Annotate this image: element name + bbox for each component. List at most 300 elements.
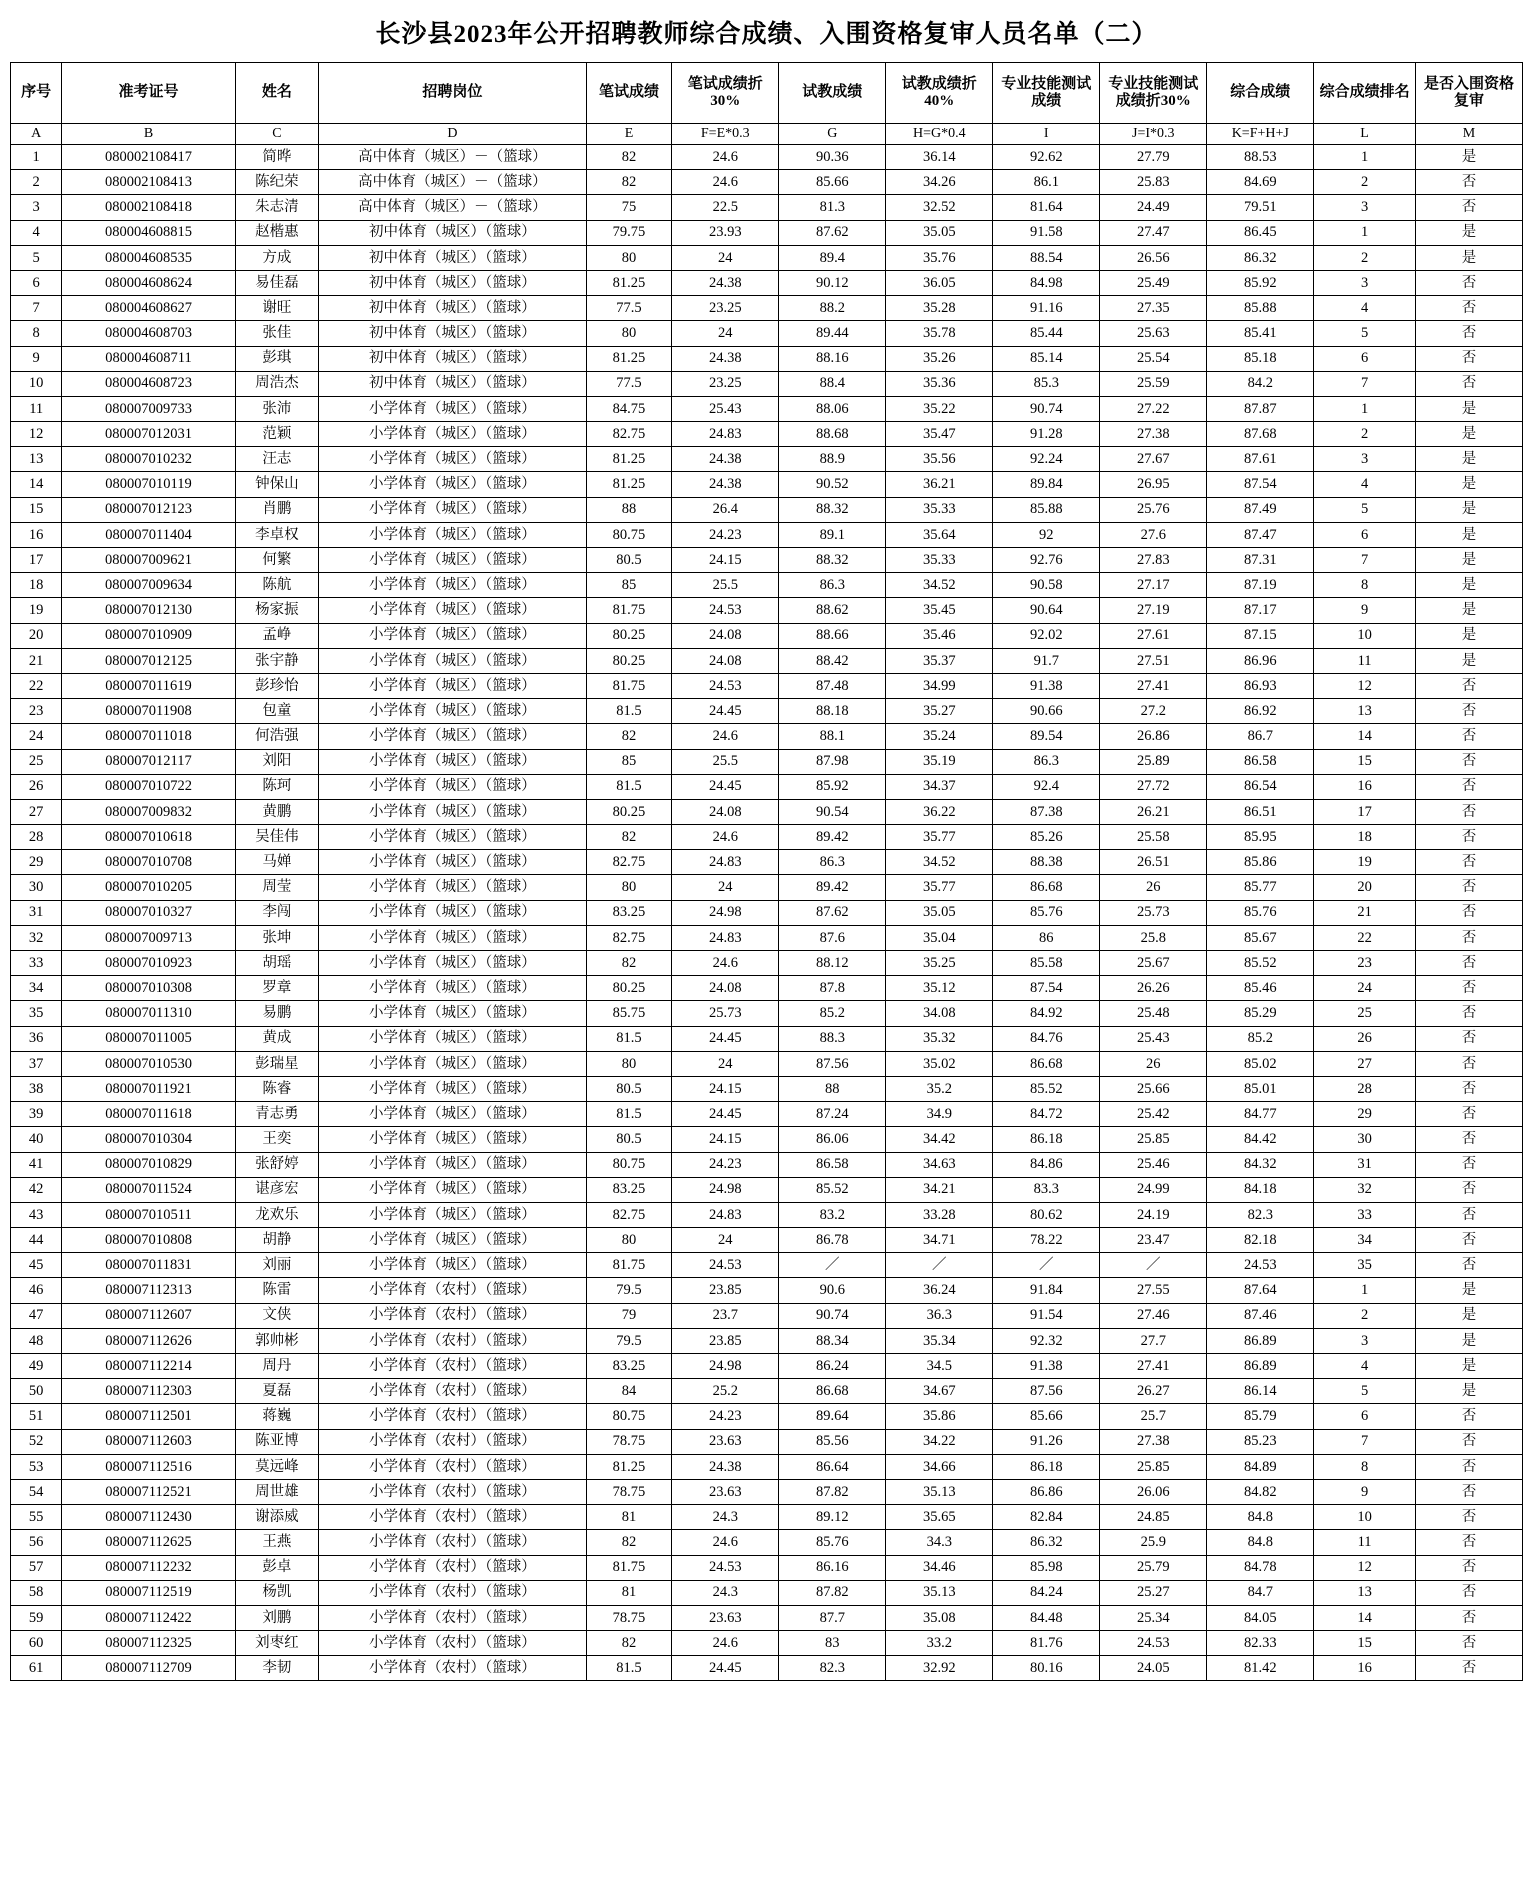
cell-skill-30: 25.34 — [1100, 1605, 1207, 1630]
cell-skill-30: 26.21 — [1100, 799, 1207, 824]
cell-skill-score: 86 — [993, 925, 1100, 950]
cell-skill-30: 25.54 — [1100, 346, 1207, 371]
cell-skill-30: 26.56 — [1100, 245, 1207, 270]
cell-teaching-40: 36.05 — [886, 270, 993, 295]
cell-rank: 11 — [1314, 1530, 1416, 1555]
cell-rank: 24 — [1314, 976, 1416, 1001]
cell-teaching-40: 36.3 — [886, 1303, 993, 1328]
cell-total-score: 87.31 — [1207, 548, 1314, 573]
cell-written-score: 80.25 — [586, 623, 672, 648]
cell-qualified: 是 — [1415, 573, 1522, 598]
cell-position: 小学体育（城区）（篮球） — [319, 774, 587, 799]
cell-exam-id: 080007009634 — [62, 573, 235, 598]
cell-rank: 1 — [1314, 396, 1416, 421]
cell-teaching-40: 35.56 — [886, 447, 993, 472]
table-row — [11, 422, 1523, 447]
cell-position: 小学体育（城区）（篮球） — [319, 522, 587, 547]
table-row — [11, 195, 1523, 220]
cell-position: 小学体育（农村）（篮球） — [319, 1530, 587, 1555]
cell-written-30: 24.45 — [672, 1656, 779, 1681]
cell-exam-id: 080007010808 — [62, 1228, 235, 1253]
cell-exam-id: 080004608703 — [62, 321, 235, 346]
cell-exam-id: 080004608624 — [62, 270, 235, 295]
cell-qualified: 是 — [1415, 396, 1522, 421]
cell-rank: 17 — [1314, 799, 1416, 824]
column-header-exam-id: 准考证号 — [62, 63, 235, 124]
cell-qualified: 否 — [1415, 1605, 1522, 1630]
table-row — [11, 346, 1523, 371]
cell-teaching-score: 87.82 — [779, 1479, 886, 1504]
cell-exam-id: 080007112232 — [62, 1555, 235, 1580]
table-row — [11, 1278, 1523, 1303]
cell-skill-score: 84.76 — [993, 1026, 1100, 1051]
cell-total-score: 84.18 — [1207, 1177, 1314, 1202]
column-header-name: 姓名 — [235, 63, 318, 124]
cell-skill-30: 25.43 — [1100, 1026, 1207, 1051]
cell-written-30: 24.45 — [672, 774, 779, 799]
cell-position: 小学体育（农村）（篮球） — [319, 1454, 587, 1479]
cell-position: 小学体育（城区）（篮球） — [319, 472, 587, 497]
cell-index: 7 — [11, 296, 62, 321]
cell-teaching-score: 90.52 — [779, 472, 886, 497]
cell-written-score: 80 — [586, 875, 672, 900]
cell-teaching-40: 35.13 — [886, 1580, 993, 1605]
cell-teaching-score: 89.4 — [779, 245, 886, 270]
cell-index: 17 — [11, 548, 62, 573]
cell-rank: 11 — [1314, 648, 1416, 673]
cell-position: 初中体育（城区）（篮球） — [319, 346, 587, 371]
cell-written-30: 24.45 — [672, 1102, 779, 1127]
cell-written-score: 81.75 — [586, 1555, 672, 1580]
table-row — [11, 976, 1523, 1001]
cell-index: 27 — [11, 799, 62, 824]
table-row — [11, 1479, 1523, 1504]
cell-total-score: 81.42 — [1207, 1656, 1314, 1681]
formula-cell: H=G*0.4 — [886, 124, 993, 145]
cell-name: 刘鹏 — [235, 1605, 318, 1630]
cell-position: 小学体育（农村）（篮球） — [319, 1404, 587, 1429]
cell-skill-30: 25.89 — [1100, 749, 1207, 774]
table-row — [11, 673, 1523, 698]
cell-name: 包童 — [235, 699, 318, 724]
table-row — [11, 321, 1523, 346]
cell-written-30: 26.4 — [672, 497, 779, 522]
cell-total-score: 85.01 — [1207, 1076, 1314, 1101]
cell-position: 初中体育（城区）（篮球） — [319, 371, 587, 396]
cell-name: 肖鹏 — [235, 497, 318, 522]
cell-total-score: 86.45 — [1207, 220, 1314, 245]
cell-position: 小学体育（城区）（篮球） — [319, 396, 587, 421]
cell-teaching-40: 35.13 — [886, 1479, 993, 1504]
cell-skill-30: 25.27 — [1100, 1580, 1207, 1605]
cell-skill-30: 27.2 — [1100, 699, 1207, 724]
cell-skill-30: 27.22 — [1100, 396, 1207, 421]
cell-qualified: 否 — [1415, 1656, 1522, 1681]
cell-skill-30: 25.42 — [1100, 1102, 1207, 1127]
cell-qualified: 否 — [1415, 900, 1522, 925]
cell-teaching-score: ／ — [779, 1253, 886, 1278]
cell-skill-30: 26.06 — [1100, 1479, 1207, 1504]
cell-teaching-score: 88.4 — [779, 371, 886, 396]
cell-written-score: 80.25 — [586, 976, 672, 1001]
cell-teaching-score: 88.16 — [779, 346, 886, 371]
table-header — [11, 63, 1523, 145]
cell-teaching-score: 88 — [779, 1076, 886, 1101]
cell-position: 小学体育（城区）（篮球） — [319, 749, 587, 774]
cell-total-score: 86.51 — [1207, 799, 1314, 824]
formula-cell: D — [319, 124, 587, 145]
cell-rank: 9 — [1314, 1479, 1416, 1504]
cell-teaching-40: 34.08 — [886, 1001, 993, 1026]
cell-teaching-40: 35.28 — [886, 296, 993, 321]
table-row — [11, 371, 1523, 396]
column-header-written-30: 笔试成绩折30% — [672, 63, 779, 124]
cell-skill-score: 80.16 — [993, 1656, 1100, 1681]
cell-rank: 3 — [1314, 1328, 1416, 1353]
cell-written-30: 24.38 — [672, 270, 779, 295]
cell-index: 41 — [11, 1152, 62, 1177]
cell-qualified: 是 — [1415, 497, 1522, 522]
cell-name: 何繁 — [235, 548, 318, 573]
cell-teaching-score: 87.62 — [779, 900, 886, 925]
formula-cell: B — [62, 124, 235, 145]
cell-written-score: 83.25 — [586, 1177, 672, 1202]
cell-name: 易佳磊 — [235, 270, 318, 295]
cell-teaching-40: 35.05 — [886, 900, 993, 925]
cell-position: 小学体育（农村）（篮球） — [319, 1505, 587, 1530]
cell-index: 50 — [11, 1379, 62, 1404]
cell-qualified: 否 — [1415, 371, 1522, 396]
cell-written-30: 23.63 — [672, 1605, 779, 1630]
cell-skill-score: 83.3 — [993, 1177, 1100, 1202]
cell-teaching-40: 34.46 — [886, 1555, 993, 1580]
cell-exam-id: 080007010205 — [62, 875, 235, 900]
cell-exam-id: 080007010304 — [62, 1127, 235, 1152]
cell-exam-id: 080004608535 — [62, 245, 235, 270]
cell-teaching-score: 86.78 — [779, 1228, 886, 1253]
cell-written-score: 80 — [586, 1228, 672, 1253]
cell-written-30: 24.83 — [672, 422, 779, 447]
cell-position: 小学体育（农村）（篮球） — [319, 1354, 587, 1379]
cell-teaching-score: 88.12 — [779, 951, 886, 976]
cell-rank: 15 — [1314, 1631, 1416, 1656]
cell-written-score: 81.75 — [586, 598, 672, 623]
cell-rank: 22 — [1314, 925, 1416, 950]
table-row — [11, 825, 1523, 850]
cell-teaching-40: 35.22 — [886, 396, 993, 421]
cell-index: 23 — [11, 699, 62, 724]
cell-index: 15 — [11, 497, 62, 522]
cell-index: 25 — [11, 749, 62, 774]
cell-teaching-score: 88.2 — [779, 296, 886, 321]
cell-position: 小学体育（城区）（篮球） — [319, 875, 587, 900]
cell-qualified: 否 — [1415, 875, 1522, 900]
cell-rank: 7 — [1314, 1429, 1416, 1454]
cell-skill-score: 84.98 — [993, 270, 1100, 295]
cell-written-score: 80 — [586, 245, 672, 270]
cell-name: 杨凯 — [235, 1580, 318, 1605]
cell-skill-score: 91.54 — [993, 1303, 1100, 1328]
cell-skill-score: 86.68 — [993, 1051, 1100, 1076]
cell-written-30: 24.23 — [672, 1404, 779, 1429]
cell-teaching-score: 87.56 — [779, 1051, 886, 1076]
cell-index: 12 — [11, 422, 62, 447]
cell-rank: 13 — [1314, 699, 1416, 724]
cell-index: 8 — [11, 321, 62, 346]
cell-written-30: 24.98 — [672, 1354, 779, 1379]
cell-total-score: 87.46 — [1207, 1303, 1314, 1328]
cell-teaching-40: 35.33 — [886, 548, 993, 573]
cell-index: 59 — [11, 1605, 62, 1630]
cell-written-score: 82.75 — [586, 1202, 672, 1227]
cell-total-score: 87.68 — [1207, 422, 1314, 447]
cell-written-30: 24.38 — [672, 1454, 779, 1479]
cell-teaching-40: 36.14 — [886, 145, 993, 170]
formula-cell: F=E*0.3 — [672, 124, 779, 145]
table-row — [11, 699, 1523, 724]
cell-total-score: 82.3 — [1207, 1202, 1314, 1227]
cell-written-30: 24.23 — [672, 1152, 779, 1177]
cell-index: 32 — [11, 925, 62, 950]
cell-skill-30: 25.8 — [1100, 925, 1207, 950]
page-title: 长沙县2023年公开招聘教师综合成绩、入围资格复审人员名单（二） — [375, 21, 1158, 48]
cell-exam-id: 080007010722 — [62, 774, 235, 799]
cell-index: 57 — [11, 1555, 62, 1580]
cell-name: 刘阳 — [235, 749, 318, 774]
table-row — [11, 1228, 1523, 1253]
table-row — [11, 220, 1523, 245]
cell-name: 周世雄 — [235, 1479, 318, 1504]
cell-rank: 32 — [1314, 1177, 1416, 1202]
cell-total-score: 88.53 — [1207, 145, 1314, 170]
cell-exam-id: 080007010618 — [62, 825, 235, 850]
table-row — [11, 1051, 1523, 1076]
cell-name: 马婵 — [235, 850, 318, 875]
table-row — [11, 1253, 1523, 1278]
cell-qualified: 是 — [1415, 598, 1522, 623]
cell-position: 高中体育（城区）－（篮球） — [319, 170, 587, 195]
cell-qualified: 否 — [1415, 1051, 1522, 1076]
cell-teaching-40: 34.37 — [886, 774, 993, 799]
cell-teaching-score: 85.92 — [779, 774, 886, 799]
cell-qualified: 是 — [1415, 548, 1522, 573]
formula-row — [11, 124, 1523, 145]
cell-written-score: 81 — [586, 1505, 672, 1530]
cell-teaching-40: 35.24 — [886, 724, 993, 749]
cell-total-score: 87.61 — [1207, 447, 1314, 472]
cell-written-score: 81.75 — [586, 1253, 672, 1278]
cell-total-score: 85.52 — [1207, 951, 1314, 976]
formula-cell: M — [1415, 124, 1522, 145]
cell-exam-id: 080007112625 — [62, 1530, 235, 1555]
table-row — [11, 1001, 1523, 1026]
cell-exam-id: 080007011921 — [62, 1076, 235, 1101]
cell-teaching-score: 86.3 — [779, 573, 886, 598]
cell-position: 小学体育（城区）（篮球） — [319, 623, 587, 648]
cell-rank: 3 — [1314, 447, 1416, 472]
cell-exam-id: 080007112603 — [62, 1429, 235, 1454]
cell-qualified: 否 — [1415, 170, 1522, 195]
cell-skill-score: 91.84 — [993, 1278, 1100, 1303]
cell-written-score: 77.5 — [586, 296, 672, 321]
cell-teaching-score: 89.42 — [779, 875, 886, 900]
cell-written-30: 23.63 — [672, 1479, 779, 1504]
formula-cell: J=I*0.3 — [1100, 124, 1207, 145]
cell-total-score: 84.8 — [1207, 1530, 1314, 1555]
cell-skill-score: 91.38 — [993, 673, 1100, 698]
cell-exam-id: 080007112709 — [62, 1656, 235, 1681]
cell-qualified: 否 — [1415, 850, 1522, 875]
cell-position: 小学体育（农村）（篮球） — [319, 1278, 587, 1303]
cell-skill-score: 92.62 — [993, 145, 1100, 170]
cell-position: 小学体育（农村）（篮球） — [319, 1379, 587, 1404]
cell-qualified: 否 — [1415, 799, 1522, 824]
cell-index: 38 — [11, 1076, 62, 1101]
table-row — [11, 447, 1523, 472]
cell-teaching-40: 36.24 — [886, 1278, 993, 1303]
cell-name: 郭帅彬 — [235, 1328, 318, 1353]
cell-qualified: 否 — [1415, 1631, 1522, 1656]
table-row — [11, 245, 1523, 270]
cell-skill-30: 27.51 — [1100, 648, 1207, 673]
cell-rank: 29 — [1314, 1102, 1416, 1127]
cell-index: 42 — [11, 1177, 62, 1202]
cell-skill-30: 25.67 — [1100, 951, 1207, 976]
cell-written-score: 80.75 — [586, 1152, 672, 1177]
cell-total-score: 87.54 — [1207, 472, 1314, 497]
cell-skill-30: 23.47 — [1100, 1228, 1207, 1253]
cell-exam-id: 080007112214 — [62, 1354, 235, 1379]
cell-name: 吴佳伟 — [235, 825, 318, 850]
cell-index: 21 — [11, 648, 62, 673]
cell-written-30: 24.3 — [672, 1505, 779, 1530]
cell-qualified: 是 — [1415, 1379, 1522, 1404]
cell-written-30: 24 — [672, 1228, 779, 1253]
cell-teaching-40: 34.52 — [886, 850, 993, 875]
cell-exam-id: 080007011831 — [62, 1253, 235, 1278]
cell-written-score: 78.75 — [586, 1429, 672, 1454]
cell-skill-30: 26.51 — [1100, 850, 1207, 875]
cell-teaching-score: 85.52 — [779, 1177, 886, 1202]
cell-teaching-40: 34.66 — [886, 1454, 993, 1479]
cell-written-score: 81.25 — [586, 447, 672, 472]
cell-name: 陈纪荣 — [235, 170, 318, 195]
table-row — [11, 1429, 1523, 1454]
cell-total-score: 87.49 — [1207, 497, 1314, 522]
cell-position: 小学体育（城区）（篮球） — [319, 598, 587, 623]
cell-position: 小学体育（城区）（篮球） — [319, 497, 587, 522]
table-row — [11, 296, 1523, 321]
cell-name: 张宇静 — [235, 648, 318, 673]
cell-name: 张舒婷 — [235, 1152, 318, 1177]
cell-rank: 1 — [1314, 220, 1416, 245]
cell-index: 58 — [11, 1580, 62, 1605]
cell-skill-score: 92.02 — [993, 623, 1100, 648]
cell-total-score: 85.41 — [1207, 321, 1314, 346]
cell-index: 51 — [11, 1404, 62, 1429]
cell-name: 彭珍怡 — [235, 673, 318, 698]
cell-rank: 33 — [1314, 1202, 1416, 1227]
cell-name: 易鹏 — [235, 1001, 318, 1026]
cell-written-score: 81.5 — [586, 1026, 672, 1051]
cell-position: 小学体育（城区）（篮球） — [319, 1001, 587, 1026]
cell-index: 34 — [11, 976, 62, 1001]
cell-skill-score: 92.24 — [993, 447, 1100, 472]
cell-teaching-40: 35.76 — [886, 245, 993, 270]
cell-name: 张沛 — [235, 396, 318, 421]
cell-written-score: 79 — [586, 1303, 672, 1328]
cell-index: 13 — [11, 447, 62, 472]
cell-written-30: 24.98 — [672, 900, 779, 925]
cell-written-30: 24.53 — [672, 673, 779, 698]
cell-skill-score: 85.66 — [993, 1404, 1100, 1429]
cell-skill-30: 26.95 — [1100, 472, 1207, 497]
cell-written-30: 23.85 — [672, 1278, 779, 1303]
cell-exam-id: 080007112430 — [62, 1505, 235, 1530]
cell-total-score: 86.54 — [1207, 774, 1314, 799]
cell-teaching-40: 34.5 — [886, 1354, 993, 1379]
cell-index: 56 — [11, 1530, 62, 1555]
cell-exam-id: 080004608723 — [62, 371, 235, 396]
cell-teaching-40: 35.12 — [886, 976, 993, 1001]
cell-total-score: 82.33 — [1207, 1631, 1314, 1656]
cell-index: 29 — [11, 850, 62, 875]
cell-total-score: 86.89 — [1207, 1328, 1314, 1353]
cell-skill-score: 86.18 — [993, 1127, 1100, 1152]
cell-exam-id: 080007011619 — [62, 673, 235, 698]
table-row — [11, 1656, 1523, 1681]
cell-skill-score: 88.38 — [993, 850, 1100, 875]
cell-qualified: 是 — [1415, 648, 1522, 673]
cell-rank: 2 — [1314, 245, 1416, 270]
cell-name: 青志勇 — [235, 1102, 318, 1127]
cell-exam-id: 080007010530 — [62, 1051, 235, 1076]
cell-skill-score: 90.66 — [993, 699, 1100, 724]
cell-teaching-40: 34.63 — [886, 1152, 993, 1177]
cell-rank: 19 — [1314, 850, 1416, 875]
cell-written-score: 82 — [586, 1631, 672, 1656]
cell-teaching-40: 35.05 — [886, 220, 993, 245]
cell-skill-score: 84.24 — [993, 1580, 1100, 1605]
cell-teaching-40: 35.86 — [886, 1404, 993, 1429]
cell-written-score: 82 — [586, 1530, 672, 1555]
cell-exam-id: 080007010308 — [62, 976, 235, 1001]
table-row — [11, 497, 1523, 522]
cell-total-score: 85.77 — [1207, 875, 1314, 900]
cell-position: 小学体育（农村）（篮球） — [319, 1580, 587, 1605]
cell-total-score: 86.58 — [1207, 749, 1314, 774]
cell-total-score: 86.93 — [1207, 673, 1314, 698]
table-row — [11, 598, 1523, 623]
cell-name: 刘枣红 — [235, 1631, 318, 1656]
cell-total-score: 84.77 — [1207, 1102, 1314, 1127]
cell-name: 龙欢乐 — [235, 1202, 318, 1227]
cell-name: 蒋巍 — [235, 1404, 318, 1429]
cell-rank: 16 — [1314, 1656, 1416, 1681]
cell-position: 小学体育（城区）（篮球） — [319, 1102, 587, 1127]
cell-index: 39 — [11, 1102, 62, 1127]
cell-exam-id: 080004608711 — [62, 346, 235, 371]
cell-index: 14 — [11, 472, 62, 497]
cell-position: 小学体育（城区）（篮球） — [319, 724, 587, 749]
cell-teaching-score: 87.6 — [779, 925, 886, 950]
cell-teaching-score: 88.62 — [779, 598, 886, 623]
cell-rank: 20 — [1314, 875, 1416, 900]
cell-teaching-score: 87.98 — [779, 749, 886, 774]
cell-exam-id: 080007012125 — [62, 648, 235, 673]
table-row — [11, 1202, 1523, 1227]
cell-skill-30: 27.41 — [1100, 1354, 1207, 1379]
